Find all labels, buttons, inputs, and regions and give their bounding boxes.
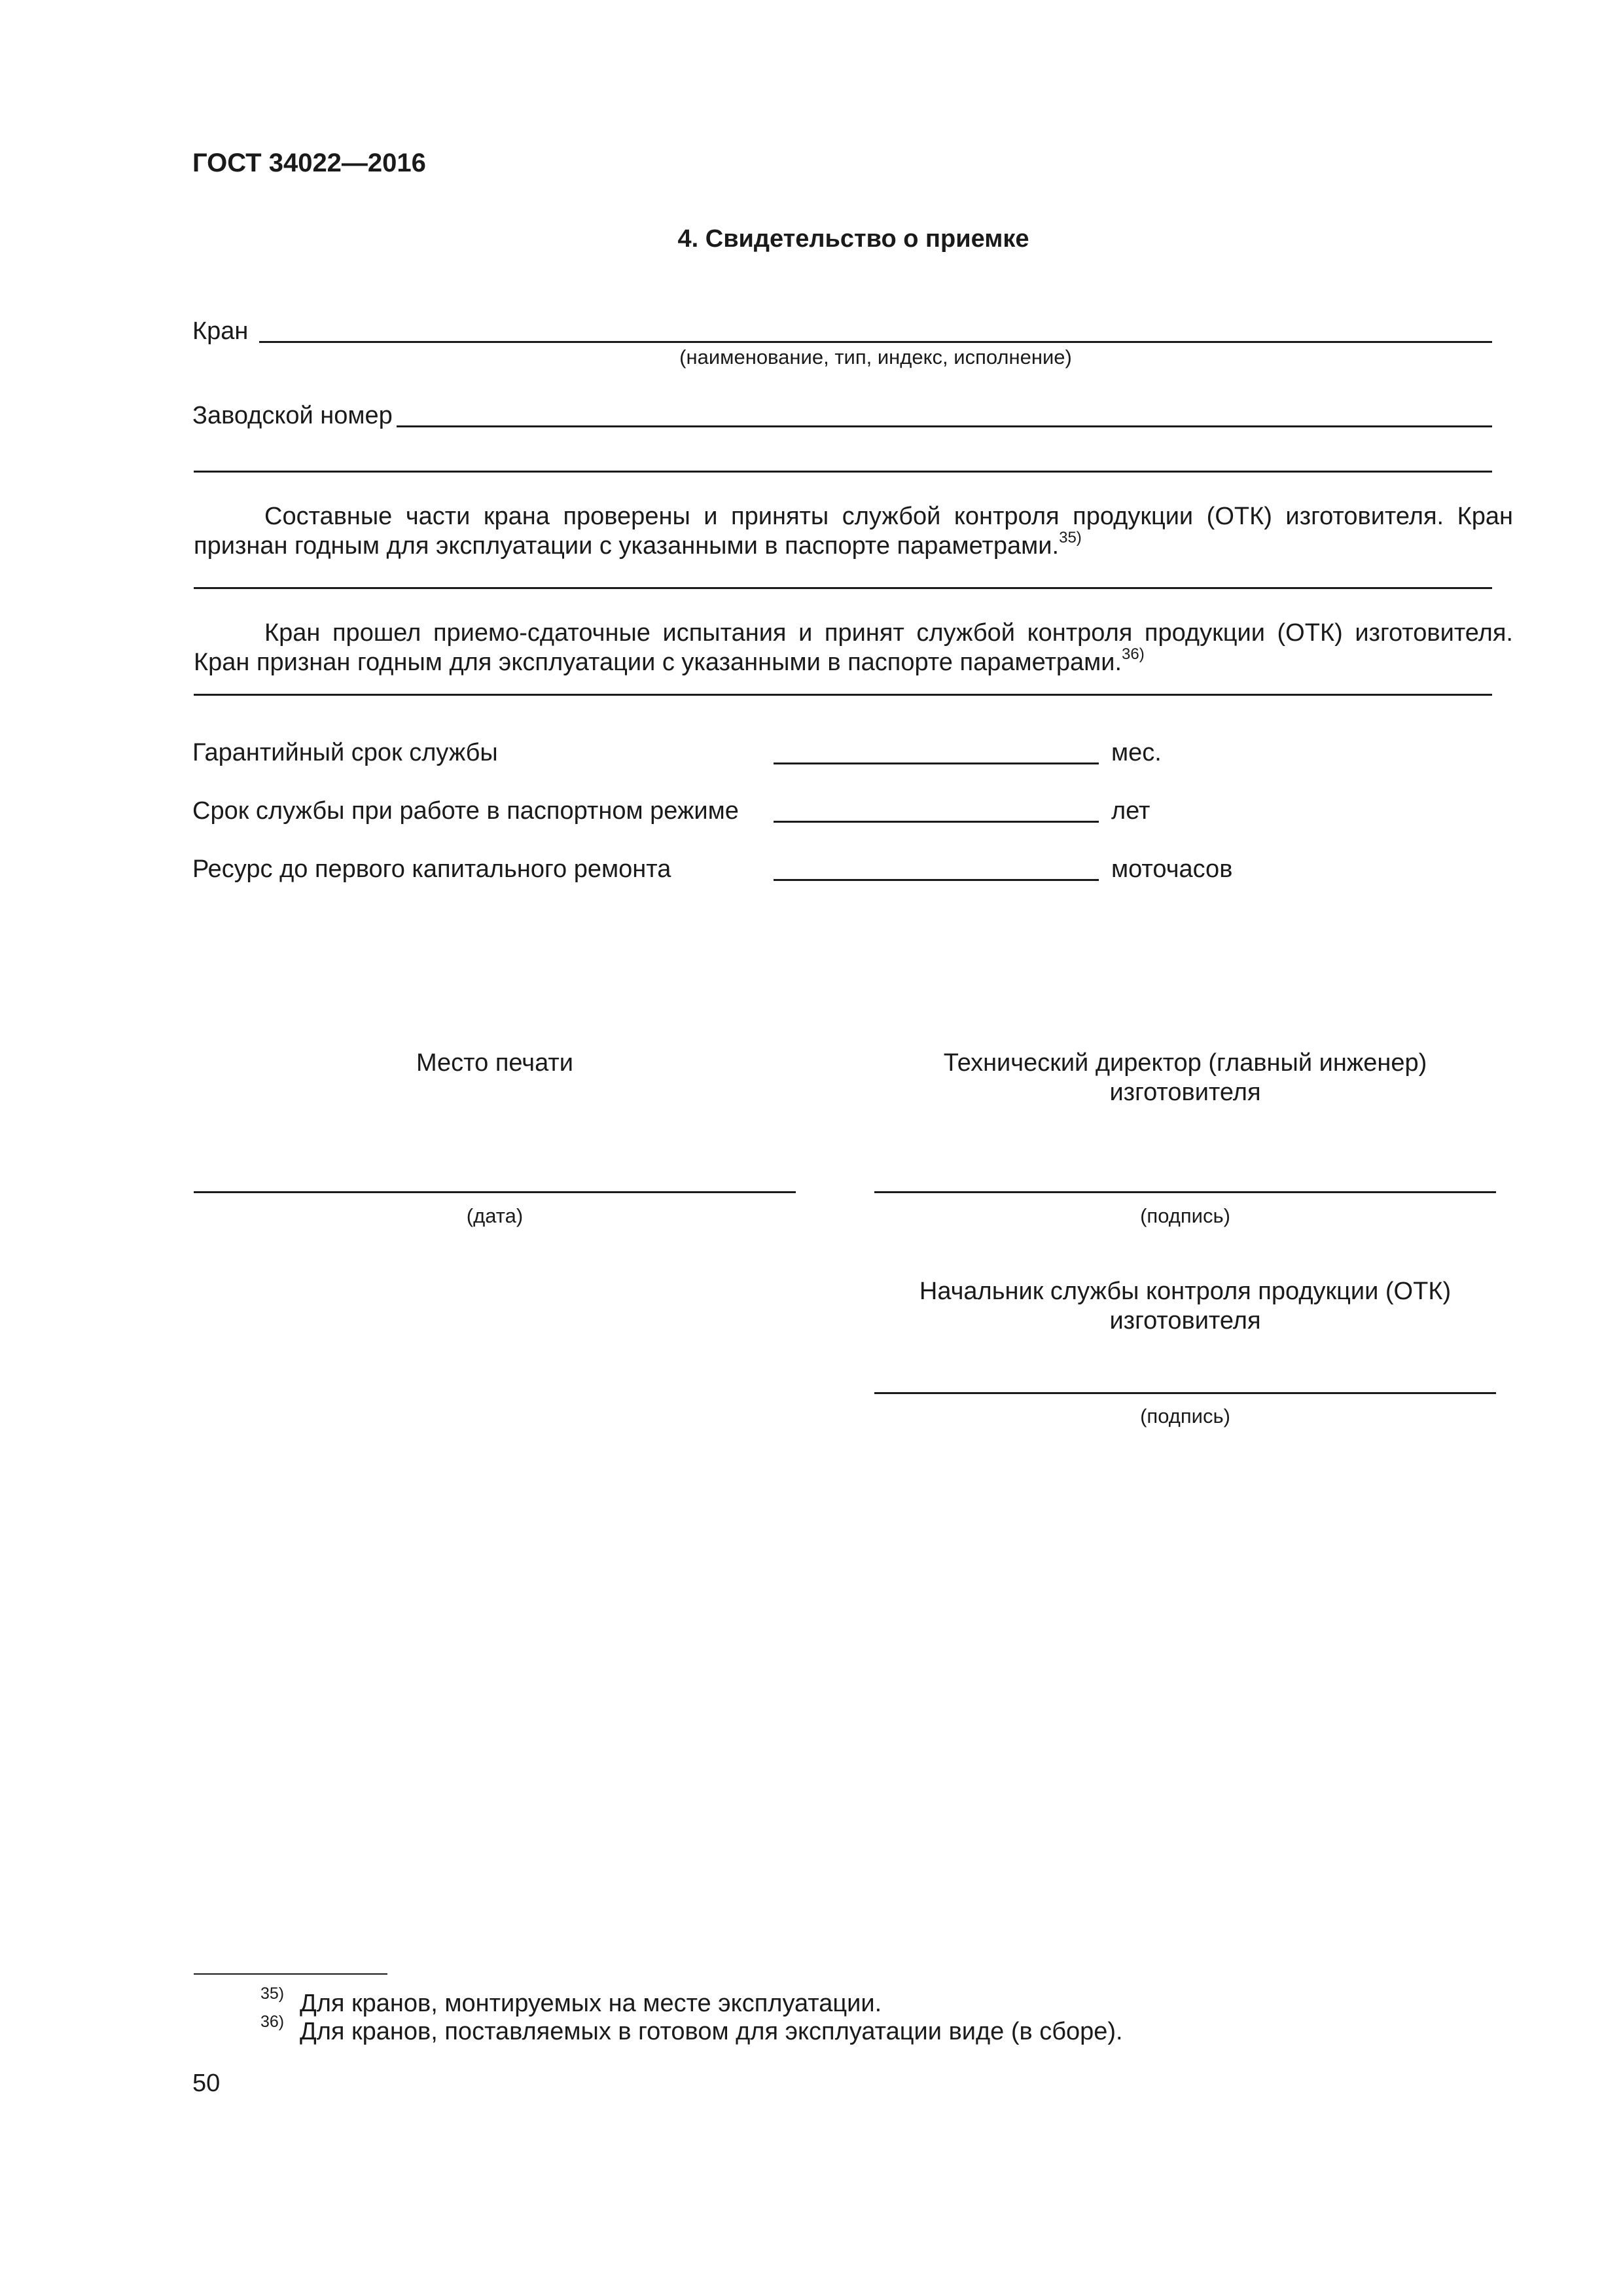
footnote-separator (194, 1973, 387, 1975)
qc-title-line1: Начальник службы контроля продукции (ОТК) (919, 1278, 1452, 1305)
serial-number-label: Заводской номер (192, 402, 393, 429)
crane-caption: (наименование, тип, индекс, исполнение) (679, 346, 1072, 368)
paragraph-2-signature-line[interactable] (194, 694, 1492, 696)
crane-field-line[interactable] (259, 341, 1492, 343)
paragraph-1-signature-line[interactable] (194, 587, 1492, 589)
section-title: 4. Свидетельство о приемке (677, 225, 1029, 253)
service-warranty-field-line[interactable] (774, 762, 1099, 764)
paragraph-text: Составные части крана проверены и приняты службой контроля продукции (ОТК) изготовителя. Кран признан годным для эксплуатации с указанными в паспорте параметрами. (194, 503, 1513, 560)
service-life-label: Срок службы при работе в паспортном режиме (192, 797, 739, 825)
footnote-text-35: Для кранов, монтируемых на месте эксплуатации. (300, 1990, 882, 2017)
standard-header: ГОСТ 34022—2016 (192, 149, 426, 177)
service-resource-label: Ресурс до первого капитального ремонта (192, 855, 671, 883)
director-title-line1: Технический директор (главный инженер) (943, 1049, 1427, 1077)
serial-number-extra-line[interactable] (194, 471, 1492, 473)
director-signature-line[interactable] (874, 1191, 1496, 1193)
service-resource-unit: моточасов (1111, 855, 1233, 883)
serial-number-field-line[interactable] (397, 425, 1492, 427)
paragraph-text: Кран прошел приемо-сдаточные испытания и принят службой контроля продукции (ОТК) изготовителя. Кран признан годным для эксплуатации с указанными в паспорте параметрами. (194, 619, 1513, 676)
date-field-line[interactable] (194, 1191, 796, 1193)
paragraph-acceptance-tests (194, 619, 1513, 677)
qc-title-line2: изготовителя (1109, 1307, 1261, 1335)
footnote-ref-35: 35) (1059, 529, 1082, 547)
service-warranty-unit: мес. (1111, 739, 1162, 766)
footnote-ref-36: 36) (1122, 645, 1145, 663)
director-signature-caption: (подпись) (1140, 1204, 1230, 1227)
stamp-label: Место печати (416, 1049, 574, 1077)
service-life-field-line[interactable] (774, 821, 1099, 823)
paragraph-components-accepted (194, 502, 1513, 561)
service-resource-field-line[interactable] (774, 879, 1099, 881)
date-caption: (дата) (466, 1204, 524, 1227)
qc-signature-line[interactable] (874, 1392, 1496, 1394)
footnote-text-36: Для кранов, поставляемых в готовом для эксплуатации виде (в сборе). (300, 2018, 1123, 2045)
service-life-unit: лет (1111, 797, 1150, 825)
service-warranty-label: Гарантийный срок службы (192, 739, 498, 766)
director-title-line2: изготовителя (1109, 1079, 1261, 1106)
footnote-mark-36: 36) (260, 2013, 285, 2031)
page-number: 50 (192, 2070, 221, 2097)
crane-label: Кран (192, 317, 249, 345)
qc-signature-caption: (подпись) (1140, 1405, 1230, 1427)
footnote-mark-35: 35) (260, 1984, 285, 2003)
